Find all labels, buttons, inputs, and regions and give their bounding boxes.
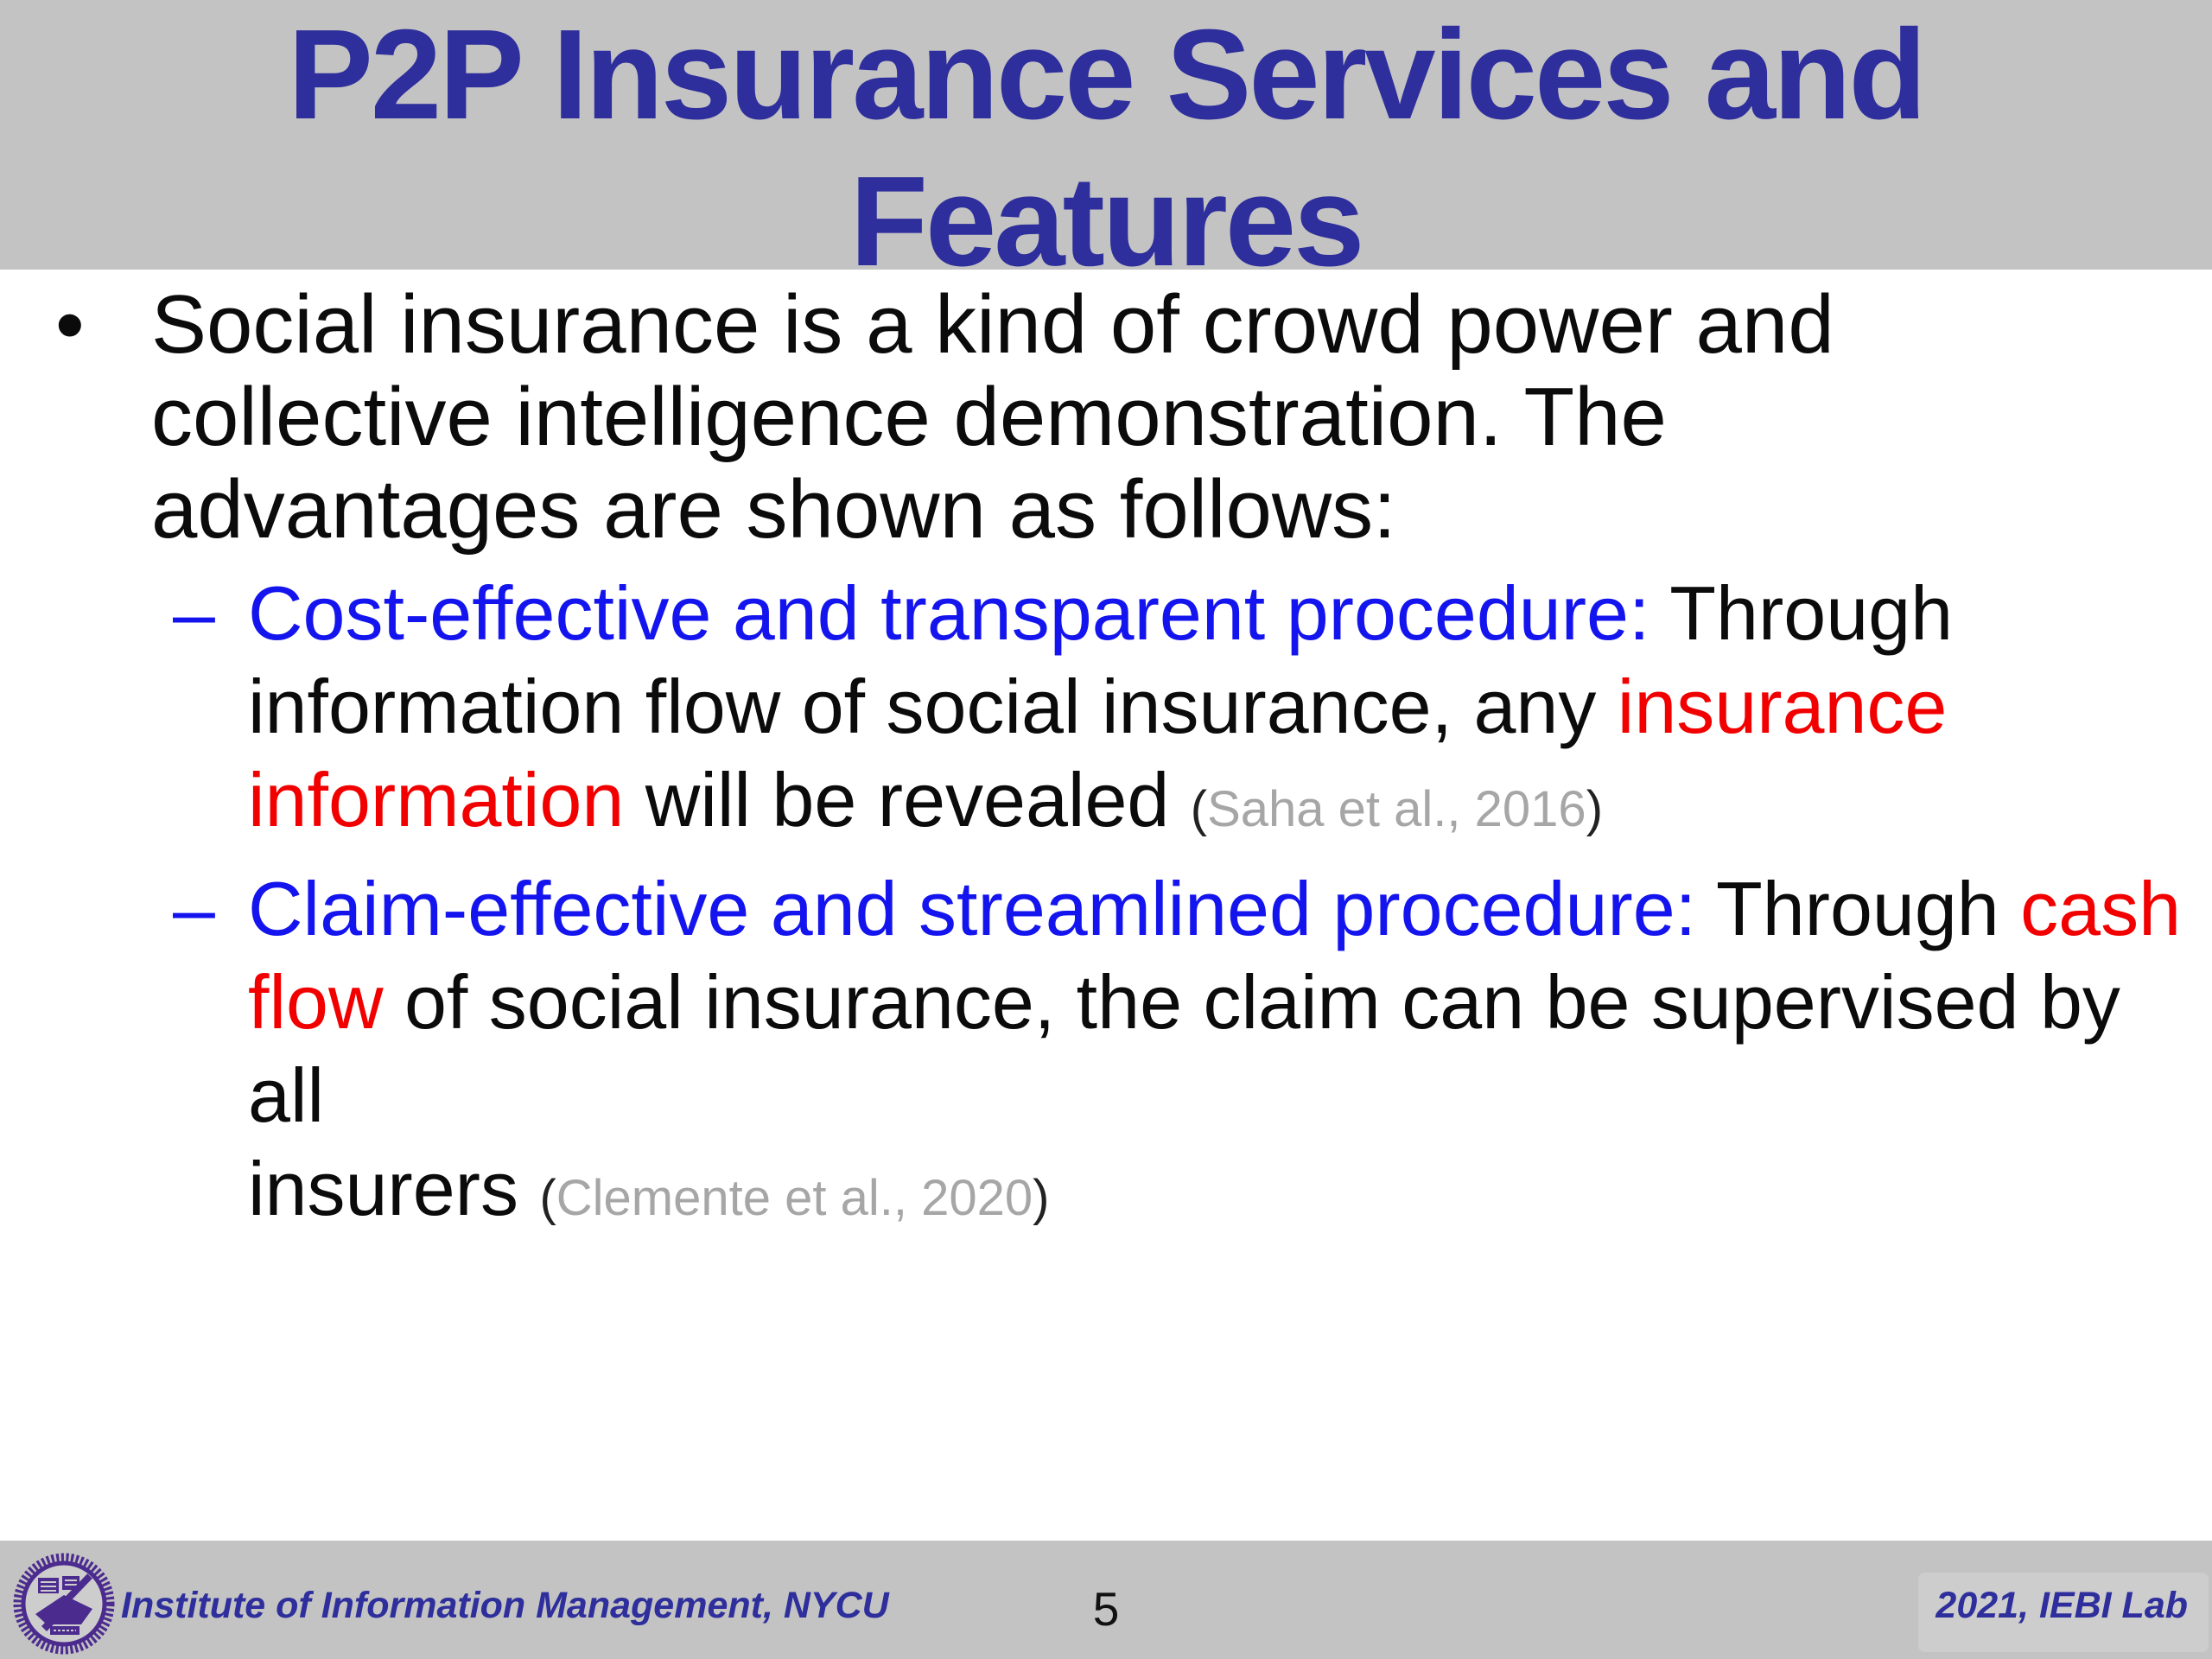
sub-bullet-text-line <box>248 567 2186 660</box>
text-segment: Cost-effective and transparent procedure: <box>248 570 1650 656</box>
bullet-text <box>151 278 2186 556</box>
bullet-item <box>0 278 2186 556</box>
footer <box>0 1541 2212 1659</box>
sub-bullet-text <box>248 862 2186 1245</box>
text-segment: of social insurance, the claim can be supervised by all <box>248 959 2120 1138</box>
bullet-text-line: Social insurance is a kind of crowd power and <box>151 278 1834 371</box>
page-number: 5 <box>1092 1582 1120 1636</box>
page-title-line-1: P2P Insurance Services and <box>288 3 1924 146</box>
bullet-dot-marker: • <box>55 278 85 371</box>
text-segment: will be revealed <box>624 757 1191 842</box>
sub-bullet-text-line <box>248 660 2186 753</box>
text-segment: information flow of social insurance, any <box>248 664 1618 749</box>
sub-bullet-item <box>0 862 2186 1245</box>
text-segment: information <box>248 757 625 842</box>
text-segment: Claim-effective and streamlined procedure: <box>248 866 1697 951</box>
lab-credit-box <box>1918 1573 2209 1652</box>
footer-institute-text: Institute of Information Management, NYCU <box>121 1585 889 1626</box>
text-segment: insurance <box>1617 664 1948 749</box>
sub-bullet-text-line <box>248 753 2186 856</box>
footer-lab-text: 2021, IEBI Lab <box>1936 1585 2188 1626</box>
text-segment: flow <box>248 959 384 1045</box>
title-band <box>0 0 2212 293</box>
text-segment: Through <box>1696 866 2021 951</box>
bullet-text-line: collective intelligence demonstration. The <box>151 371 1667 463</box>
sub-bullet-text-line <box>248 956 2186 1142</box>
text-segment: Through <box>1649 570 1954 656</box>
dash-marker: – <box>173 570 215 656</box>
page-title-line-2: Features <box>849 150 1363 293</box>
sub-bullet-item <box>0 567 2186 856</box>
text-segment: ( <box>539 1170 556 1226</box>
dash-marker: – <box>173 866 215 951</box>
sub-bullet-text <box>248 567 2186 856</box>
sub-bullet-text-line <box>248 862 2186 956</box>
sub-bullet-text-line <box>248 1142 2186 1245</box>
text-segment: ( <box>1190 781 1208 837</box>
page-title <box>0 0 2212 296</box>
bullet-text-line: advantages are shown as follows: <box>151 463 1396 556</box>
text-segment: ) <box>1033 1170 1050 1226</box>
text-segment: Clemente et al., 2020 <box>556 1170 1033 1226</box>
text-segment: ) <box>1586 781 1604 837</box>
text-segment: Saha et al., 2016 <box>1207 781 1586 837</box>
text-segment: insurers <box>248 1146 540 1231</box>
text-segment: cash <box>2020 866 2182 951</box>
